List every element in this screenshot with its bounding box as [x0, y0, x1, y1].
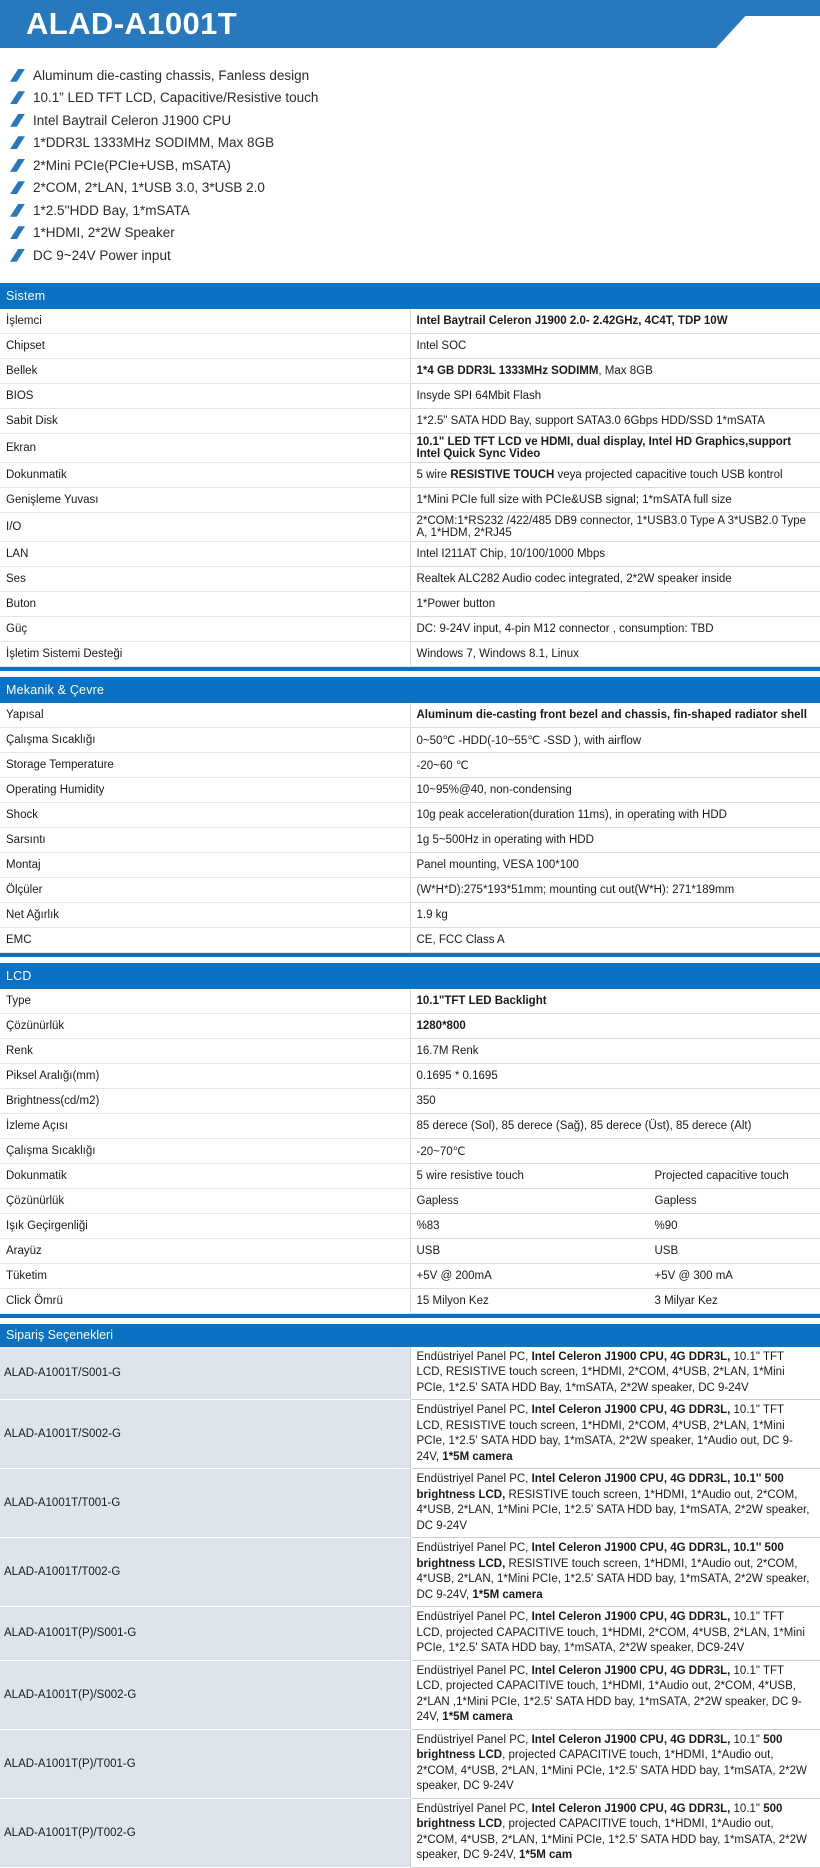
emphasis-text: Intel Celeron J1900 CPU, 4G DDR3L, — [531, 1664, 731, 1677]
spec-row — [0, 802, 820, 827]
spec-row — [0, 703, 820, 728]
plain-text: 10.1" — [730, 1802, 764, 1815]
spec-value: 1*Mini PCIe full size with PCIe&USB signal; 1*mSATA full size — [410, 487, 820, 512]
spec-value — [410, 1163, 820, 1188]
ordering-description — [410, 1607, 820, 1661]
slash-bullet-icon — [10, 249, 25, 262]
spec-row — [0, 541, 820, 566]
spec-value-capacitive: +5V @ 300 mA — [654, 1269, 733, 1282]
feature-label: Intel Baytrail Celeron J1900 CPU — [33, 112, 232, 128]
feature-label: DC 9~24V Power input — [33, 247, 171, 263]
ordering-part-number: ALAD-A1001T/T001-G — [0, 1469, 410, 1538]
ordering-part-number: ALAD-A1001T(P)/T002-G — [0, 1798, 410, 1867]
spec-value — [410, 1263, 820, 1288]
spec-row — [0, 727, 820, 752]
spec-value: 0.1695 * 0.1695 — [410, 1063, 820, 1088]
feature-item — [10, 222, 820, 245]
spec-row — [0, 1063, 820, 1088]
spec-label: Dokunmatik — [0, 1163, 410, 1188]
plain-text: Endüstriyel Panel PC, — [416, 1473, 532, 1485]
spec-row — [0, 333, 820, 358]
ordering-row — [0, 1660, 820, 1729]
plain-text: Endüstriyel Panel PC, — [416, 1733, 532, 1746]
plain-text: RESISTIVE touch screen, 1*HDMI, 1*Audio out, 2*COM, 4*USB, 2*LAN, 1*Mini PCIe, 1*2.5' SATA HDD bay, 1*mSATA, 2*2W speaker, DC 9-24V — [416, 1488, 810, 1532]
plain-text: Endüstriyel Panel PC, — [416, 1802, 532, 1815]
spec-label: Tüketim — [0, 1263, 410, 1288]
emphasis-text: Intel Celeron J1900 CPU, 4G DDR3L, — [531, 1404, 731, 1416]
spec-label: Çalışma Sıcaklığı — [0, 1138, 410, 1163]
spec-label: Operating Humidity — [0, 777, 410, 802]
spec-row — [0, 616, 820, 641]
slash-bullet-icon — [10, 114, 25, 127]
page-header — [0, 0, 820, 48]
emphasis-text: RESISTIVE TOUCH — [450, 468, 555, 481]
spec-row — [0, 566, 820, 591]
spec-value: 10~95%@40, non-condensing — [410, 777, 820, 802]
slash-bullet-icon — [10, 181, 25, 194]
spec-label: Işık Geçirgenliği — [0, 1213, 410, 1238]
spec-value — [410, 1238, 820, 1263]
spec-value: 1280*800 — [410, 1013, 820, 1038]
page-title: ALAD-A1001T — [26, 6, 238, 41]
spec-value-capacitive: Gapless — [654, 1194, 697, 1207]
section-divider — [0, 953, 820, 957]
spec-value-resistive: 5 wire resistive touch — [416, 1169, 524, 1182]
ordering-row — [0, 1347, 820, 1400]
section-header-row — [0, 963, 820, 989]
spec-row — [0, 1288, 820, 1313]
feature-item — [10, 109, 820, 132]
spec-label: Montaj — [0, 852, 410, 877]
spec-value: CE, FCC Class A — [410, 927, 820, 952]
slash-bullet-icon — [10, 91, 25, 104]
slash-bullet-icon — [10, 69, 25, 82]
spec-value: 10.1"TFT LED Backlight — [410, 989, 820, 1014]
spec-value — [410, 1188, 820, 1213]
spec-label: İşletim Sistemi Desteği — [0, 641, 410, 666]
ordering-part-number: ALAD-A1001T(P)/S001-G — [0, 1607, 410, 1661]
spec-label: Çalışma Sıcaklığı — [0, 727, 410, 752]
spec-value: 1.9 kg — [410, 902, 820, 927]
section-title: Mekanik & Çevre — [0, 677, 820, 703]
spec-row — [0, 989, 820, 1014]
spec-row — [0, 902, 820, 927]
feature-label: 1*HDMI, 2*2W Speaker — [33, 225, 175, 241]
spec-row — [0, 1263, 820, 1288]
spec-value-capacitive: 3 Milyar Kez — [654, 1294, 718, 1307]
spec-value: -20~60 ℃ — [410, 752, 820, 777]
spec-label: Chipset — [0, 333, 410, 358]
spec-row — [0, 1038, 820, 1063]
spec-value-capacitive: USB — [654, 1244, 679, 1257]
spec-row — [0, 383, 820, 408]
ordering-description — [410, 1347, 820, 1400]
ordering-row — [0, 1400, 820, 1469]
spec-label: Type — [0, 989, 410, 1014]
spec-label: Çözünürlük — [0, 1013, 410, 1038]
feature-item — [10, 154, 820, 177]
ordering-description — [410, 1660, 820, 1729]
spec-section — [0, 963, 820, 1318]
spec-value — [410, 1288, 820, 1313]
spec-row — [0, 1213, 820, 1238]
spec-value: DC: 9-24V input, 4-pin M12 connector , consumption: TBD — [410, 616, 820, 641]
spec-label: LAN — [0, 541, 410, 566]
spec-value: 2*COM:1*RS232 /422/485 DB9 connector, 1*USB3.0 Type A 3*USB2.0 Type A, 1*HDM, 2*RJ45 — [410, 512, 820, 541]
emphasis-text: 500 brightness LCD — [416, 1733, 783, 1761]
spec-label: Ekran — [0, 433, 410, 462]
plain-text: 5 wire — [416, 468, 451, 481]
emphasis-text: Intel Celeron J1900 CPU, 4G DDR3L, — [531, 1350, 731, 1363]
feature-item — [10, 87, 820, 110]
slash-bullet-icon — [10, 226, 25, 239]
spec-label: Piksel Aralığı(mm) — [0, 1063, 410, 1088]
plain-text: Endüstriyel Panel PC, — [416, 1611, 532, 1623]
spec-value: 1*Power button — [410, 591, 820, 616]
spec-value: -20~70℃ — [410, 1138, 820, 1163]
feature-label: 1*2.5''HDD Bay, 1*mSATA — [33, 202, 190, 218]
plain-text: 10.1" TFT LCD, projected CAPACITIVE touch, 1*HDMI, 2*COM, 4*USB, 2*LAN, 1*Mini PCIe, 1*2.5' SATA HDD bay, 1*mSATA, 2*2W speaker, DC9-24V — [416, 1611, 805, 1654]
spec-row — [0, 433, 820, 462]
spec-value-resistive: 15 Milyon Kez — [416, 1294, 489, 1307]
spec-label: İzleme Açısı — [0, 1113, 410, 1138]
spec-row — [0, 309, 820, 334]
ordering-header-row — [0, 1324, 820, 1347]
spec-label: Ölçüler — [0, 877, 410, 902]
spec-label: Shock — [0, 802, 410, 827]
feature-list — [0, 48, 820, 277]
plain-text: veya projected capacitive touch USB kontrol — [554, 468, 783, 481]
section-divider — [0, 1314, 820, 1318]
spec-label: Renk — [0, 1038, 410, 1063]
spec-value: 1*2.5" SATA HDD Bay, support SATA3.0 6Gbps HDD/SSD 1*mSATA — [410, 408, 820, 433]
spec-row — [0, 1013, 820, 1038]
spec-label: Net Ağırlık — [0, 902, 410, 927]
spec-section — [0, 283, 820, 671]
spec-label: Sarsıntı — [0, 827, 410, 852]
spec-value: Panel mounting, VESA 100*100 — [410, 852, 820, 877]
spec-value-resistive: +5V @ 200mA — [416, 1269, 492, 1282]
ordering-part-number: ALAD-A1001T(P)/S002-G — [0, 1660, 410, 1729]
plain-text: Endüstriyel Panel PC, — [416, 1404, 532, 1416]
spec-value: Realtek ALC282 Audio codec integrated, 2*2W speaker inside — [410, 566, 820, 591]
plain-text: , projected CAPACITIVE touch, 1*HDMI, 1*Audio out, 2*COM, 4*USB, 2*LAN, 1*Mini PCIe, 1*2.5' SATA HDD bay, 1*mSATA, 2*2W speaker, DC 9-24V, — [416, 1818, 807, 1861]
spec-label: Buton — [0, 591, 410, 616]
spec-row — [0, 752, 820, 777]
feature-item — [10, 177, 820, 200]
spec-section — [0, 677, 820, 957]
feature-label: 2*Mini PCIe(PCIe+USB, mSATA) — [33, 157, 231, 173]
spec-table — [0, 677, 820, 953]
spec-value: 1g 5~500Hz in operating with HDD — [410, 827, 820, 852]
feature-item — [10, 64, 820, 87]
plain-text: RESISTIVE touch screen, 1*HDMI, 1*Audio out, 2*COM, 4*USB, 2*LAN, 1*Mini PCIe, 1*2.5' SATA HDD bay, 1*mSATA, 2*2W speaker, DC 9-24V, — [416, 1557, 810, 1601]
emphasis-text: 1*4 GB DDR3L 1333MHz SODIMM — [416, 364, 599, 377]
ordering-row — [0, 1729, 820, 1798]
spec-label: Çözünürlük — [0, 1188, 410, 1213]
spec-label: Storage Temperature — [0, 752, 410, 777]
emphasis-text: 500 brightness LCD — [416, 1802, 783, 1830]
spec-row — [0, 1188, 820, 1213]
spec-row — [0, 1088, 820, 1113]
spec-label: Click Ömrü — [0, 1288, 410, 1313]
spec-value: Intel I211AT Chip, 10/100/1000 Mbps — [410, 541, 820, 566]
spec-sections — [0, 283, 820, 1318]
plain-text: 10.1" TFT LCD, RESISTIVE touch screen, 1*HDMI, 2*COM, 4*USB, 2*LAN, 1*Mini PCIe, 1*2.5' SATA HDD bay, 1*mSATA, 2*2W speaker, 1*Audio out, DC 9-24V, — [416, 1404, 793, 1463]
spec-row — [0, 462, 820, 487]
ordering-row — [0, 1607, 820, 1661]
ordering-row — [0, 1538, 820, 1607]
spec-row — [0, 852, 820, 877]
spec-label: Bellek — [0, 358, 410, 383]
spec-label: I/O — [0, 512, 410, 541]
spec-value-resistive: %83 — [416, 1219, 440, 1232]
ordering-description — [410, 1729, 820, 1798]
spec-value: 85 derece (Sol), 85 derece (Sağ), 85 derece (Üst), 85 derece (Alt) — [410, 1113, 820, 1138]
plain-text: Endüstriyel Panel PC, — [416, 1542, 532, 1554]
ordering-part-number: ALAD-A1001T/T002-G — [0, 1538, 410, 1607]
spec-label: BIOS — [0, 383, 410, 408]
spec-value: Insyde SPI 64Mbit Flash — [410, 383, 820, 408]
feature-item — [10, 244, 820, 267]
feature-label: Aluminum die-casting chassis, Fanless design — [33, 67, 310, 83]
spec-table — [0, 283, 820, 667]
feature-label: 2*COM, 2*LAN, 1*USB 3.0, 3*USB 2.0 — [33, 180, 265, 196]
plain-text: Endüstriyel Panel PC, — [416, 1350, 532, 1363]
ordering-part-number: ALAD-A1001T(P)/T001-G — [0, 1729, 410, 1798]
spec-label: Genişleme Yuvası — [0, 487, 410, 512]
plain-text: , Max 8GB — [598, 364, 653, 377]
spec-row — [0, 591, 820, 616]
plain-text: Endüstriyel Panel PC, — [416, 1664, 532, 1677]
feature-label: 10.1” LED TFT LCD, Capacitive/Resistive touch — [33, 90, 319, 106]
spec-value: Aluminum die-casting front bezel and chassis, fin-shaped radiator shell — [410, 703, 820, 728]
spec-row — [0, 408, 820, 433]
spec-label: Yapısal — [0, 703, 410, 728]
spec-label: Ses — [0, 566, 410, 591]
spec-value — [410, 1213, 820, 1238]
emphasis-text: Intel Celeron J1900 CPU, 4G DDR3L, — [531, 1733, 731, 1746]
spec-value — [410, 358, 820, 383]
ordering-row — [0, 1798, 820, 1867]
ordering-description — [410, 1469, 820, 1538]
spec-label: Güç — [0, 616, 410, 641]
spec-label: Sabit Disk — [0, 408, 410, 433]
spec-value: 0~50℃ -HDD(-10~55℃ -SSD ), with airflow — [410, 727, 820, 752]
spec-table — [0, 963, 820, 1314]
spec-label: Brightness(cd/m2) — [0, 1088, 410, 1113]
spec-value: 10g peak acceleration(duration 11ms), in operating with HDD — [410, 802, 820, 827]
spec-label: Arayüz — [0, 1238, 410, 1263]
emphasis-text: Intel Celeron J1900 CPU, 4G DDR3L, — [531, 1611, 731, 1623]
emphasis-text: Intel Celeron J1900 CPU, 4G DDR3L, 10.1'' 500 brightness LCD, — [416, 1473, 784, 1501]
ordering-table — [0, 1324, 820, 1868]
spec-value — [410, 462, 820, 487]
emphasis-text: 1*5M camera — [442, 1450, 513, 1463]
spec-value: (W*H*D):275*193*51mm; mounting cut out(W*H): 271*189mm — [410, 877, 820, 902]
spec-row — [0, 1163, 820, 1188]
section-header-row — [0, 283, 820, 309]
spec-value-resistive: Gapless — [416, 1194, 459, 1207]
spec-value: 350 — [410, 1088, 820, 1113]
spec-row — [0, 1138, 820, 1163]
ordering-part-number: ALAD-A1001T/S001-G — [0, 1347, 410, 1400]
spec-value: Intel SOC — [410, 333, 820, 358]
spec-row — [0, 1113, 820, 1138]
section-header-row — [0, 677, 820, 703]
plain-text: 10.1" — [730, 1733, 764, 1746]
section-divider — [0, 667, 820, 671]
feature-item — [10, 199, 820, 222]
slash-bullet-icon — [10, 136, 25, 149]
spec-row — [0, 512, 820, 541]
spec-label: EMC — [0, 927, 410, 952]
plain-text: 10.1" TFT LCD, projected CAPACITIVE touch, 1*HDMI, 1*Audio out, 2*COM, 4*USB, 2*LAN ,1*Mini PCIe, 1*2.5' SATA HDD bay, 1*mSATA, 2*2W speaker, DC 9-24V, — [416, 1664, 802, 1723]
spec-value-resistive: USB — [416, 1244, 441, 1257]
spec-value: Windows 7, Windows 8.1, Linux — [410, 641, 820, 666]
emphasis-text: 1*5M camera — [442, 1711, 513, 1723]
emphasis-text: Intel Celeron J1900 CPU, 4G DDR3L, 10.1'' 500 brightness LCD, — [416, 1542, 784, 1570]
spec-row — [0, 487, 820, 512]
plain-text: , projected CAPACITIVE touch, 1*HDMI, 1*Audio out, 2*COM, 4*USB, 2*LAN, 1*Mini PCIe, 1*2.5' SATA HDD bay, 1*mSATA, 2*2W speaker, DC 9-24V — [416, 1749, 807, 1792]
spec-label: Dokunmatik — [0, 462, 410, 487]
spec-value: Intel Baytrail Celeron J1900 2.0- 2.42GHz, 4C4T, TDP 10W — [410, 309, 820, 334]
spec-value: 16.7M Renk — [410, 1038, 820, 1063]
ordering-title: Sipariş Seçenekleri — [0, 1324, 820, 1347]
spec-label: İşlemci — [0, 309, 410, 334]
section-title: LCD — [0, 963, 820, 989]
spec-row — [0, 827, 820, 852]
emphasis-text: 1*5M camera — [472, 1588, 543, 1601]
spec-row — [0, 641, 820, 666]
ordering-options-section — [0, 1324, 820, 1868]
spec-value-capacitive: Projected capacitive touch — [654, 1169, 789, 1182]
plain-text: 10.1" TFT LCD, RESISTIVE touch screen, 1*HDMI, 2*COM, 4*USB, 2*LAN, 1*Mini PCIe, 1*2.5' SATA HDD Bay, 1*mSATA, 2*2W speaker, DC 9-24V — [416, 1350, 785, 1394]
spec-row — [0, 1238, 820, 1263]
ordering-description — [410, 1798, 820, 1867]
feature-item — [10, 132, 820, 155]
ordering-row — [0, 1469, 820, 1538]
emphasis-text: 1*5M cam — [519, 1849, 573, 1861]
spec-value: 10.1" LED TFT LCD ve HDMI, dual display, Intel HD Graphics,support Intel Quick Sync Video — [410, 433, 820, 462]
ordering-part-number: ALAD-A1001T/S002-G — [0, 1400, 410, 1469]
slash-bullet-icon — [10, 159, 25, 172]
ordering-description — [410, 1400, 820, 1469]
feature-label: 1*DDR3L 1333MHz SODIMM, Max 8GB — [33, 135, 275, 151]
spec-value-capacitive: %90 — [654, 1219, 678, 1232]
spec-row — [0, 358, 820, 383]
section-title: Sistem — [0, 283, 820, 309]
ordering-description — [410, 1538, 820, 1607]
slash-bullet-icon — [10, 204, 25, 217]
spec-row — [0, 927, 820, 952]
emphasis-text: Intel Celeron J1900 CPU, 4G DDR3L, — [531, 1802, 731, 1815]
spec-row — [0, 777, 820, 802]
spec-row — [0, 877, 820, 902]
